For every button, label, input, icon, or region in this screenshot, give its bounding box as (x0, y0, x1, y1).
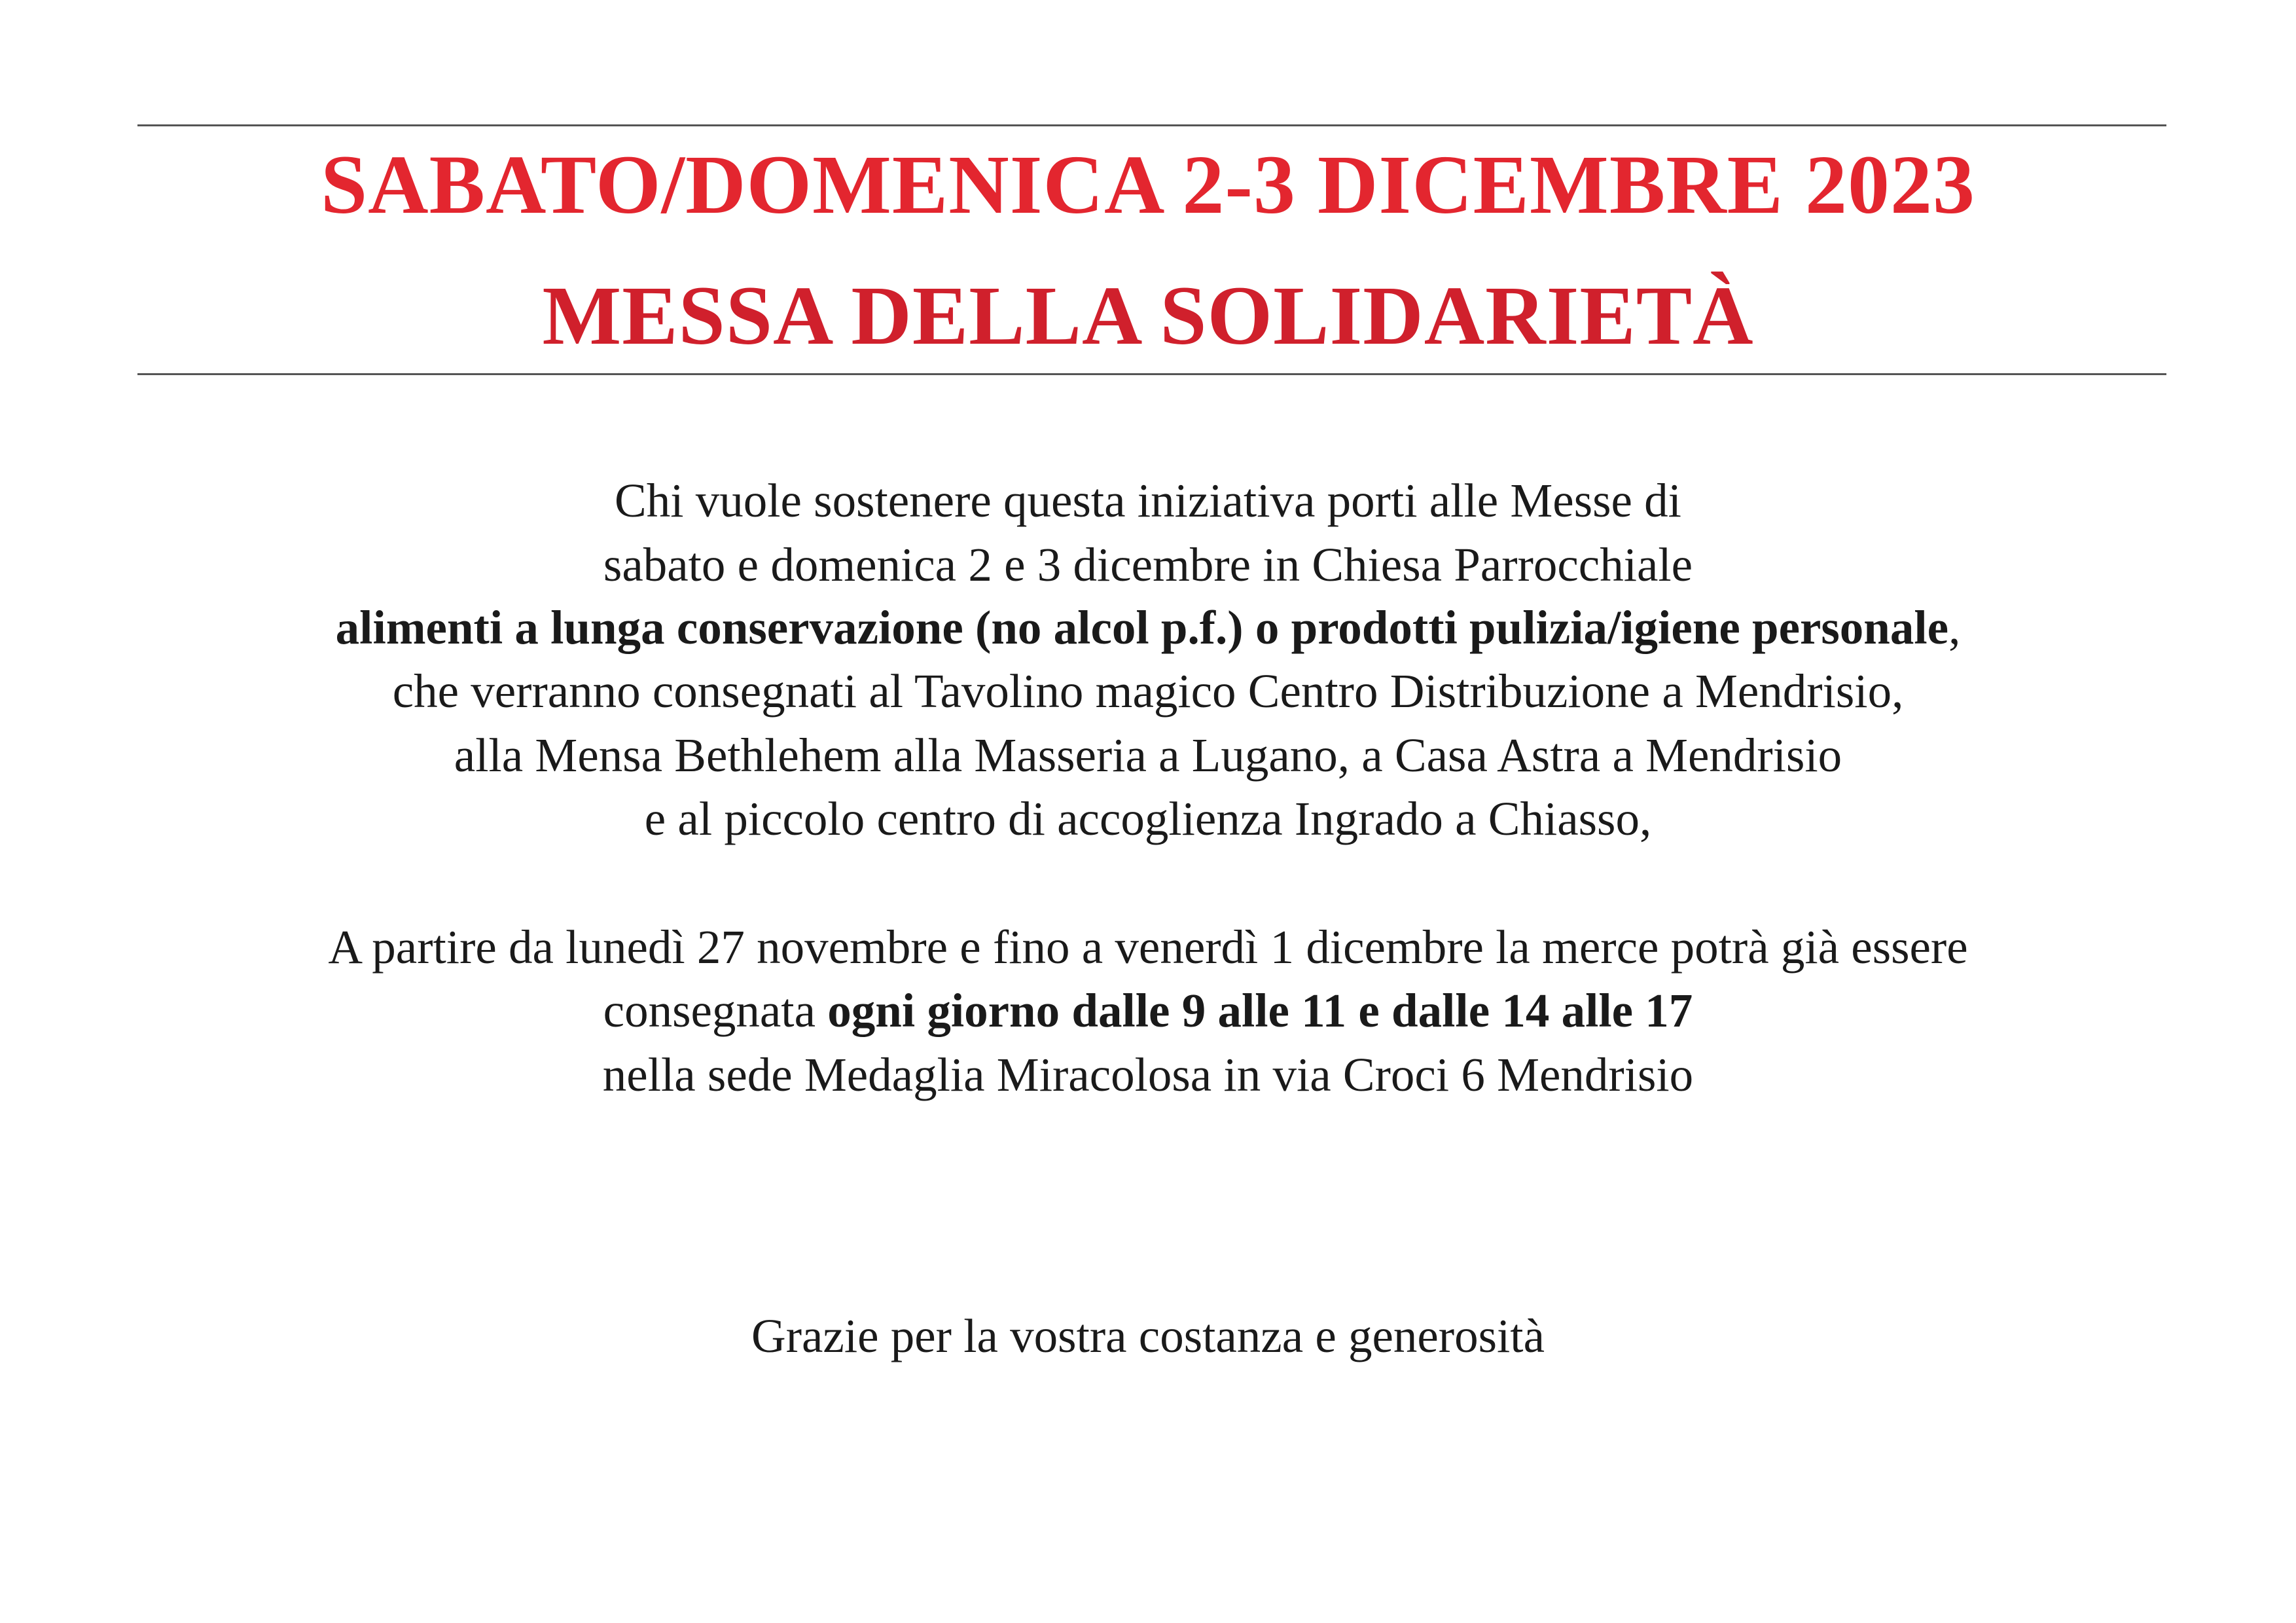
paragraph1-line6: e al piccolo centro di accoglienza Ingrado a Chiasso, (644, 792, 1652, 845)
title-date: SABATO/DOMENICA 2-3 DICEMBRE 2023 (320, 138, 1976, 231)
paragraph2-line2 (0, 984, 2296, 1037)
paragraph2-line1: A partire da lunedì 27 novembre e fino a venerdì 1 dicembre la merce potrà già essere (328, 921, 1968, 974)
donation-items-bold: alimenti a lunga conservazione (no alcol p.f.) o prodotti pulizia/igiene personale (335, 601, 1949, 654)
paragraph1-line3 (0, 601, 2296, 654)
paragraph2-line3: nella sede Medaglia Miracolosa in via Croci 6 Mendrisio (602, 1048, 1694, 1101)
delivery-hours-bold: ogni giorno dalle 9 alle 11 e dalle 14 alle 17 (827, 984, 1693, 1037)
paragraph1-line3-tail: , (1948, 601, 1961, 654)
bottom-divider (137, 373, 2166, 375)
paragraph1-line1: Chi vuole sostenere questa iniziativa porti alle Messe di (615, 474, 1681, 527)
closing-thanks: Grazie per la vostra costanza e generosità (751, 1309, 1545, 1362)
top-divider (137, 124, 2166, 126)
title-event: MESSA DELLA SOLIDARIETÀ (542, 269, 1754, 362)
paragraph1-line4: che verranno consegnati al Tavolino magico Centro Distribuzione a Mendrisio, (392, 665, 1904, 718)
paragraph2-line2-lead: consegnata (603, 984, 828, 1037)
paragraph1-line5: alla Mensa Bethlehem alla Masseria a Lugano, a Casa Astra a Mendrisio (454, 729, 1842, 782)
paragraph1-line2: sabato e domenica 2 e 3 dicembre in Chiesa Parrocchiale (603, 538, 1693, 591)
